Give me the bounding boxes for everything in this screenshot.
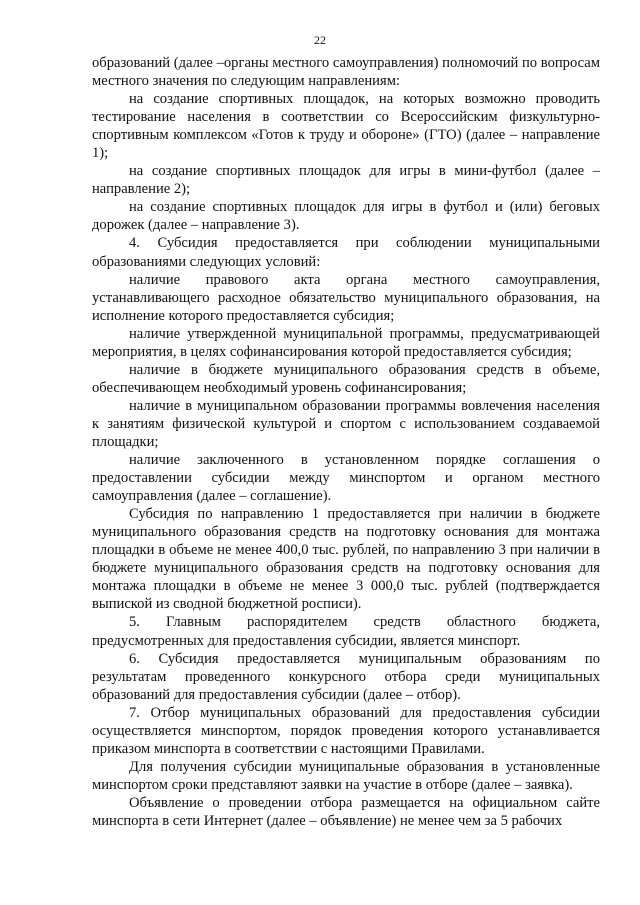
paragraph-condition-budget: наличие в бюджете муниципального образования средств в объеме, обеспечивающем необходимый уровень софинансирования; [92, 361, 600, 396]
paragraph-clause-5: 5. Главным распорядителем средств областного бюджета, предусмотренных для предоставления субсидии, является минспорт. [92, 614, 600, 649]
paragraph-clause-7: 7. Отбор муниципальных образований для предоставления субсидии осуществляется минспортом, порядок проведения которого устанавливается приказом минспорта в соответствии с настоящими Правилами. [92, 704, 600, 757]
paragraph-direction-2: на создание спортивных площадок для игры в мини-футбол (далее – направление 2); [92, 163, 600, 198]
paragraph-applications: Для получения субсидии муниципальные образования в установленные минспортом сроки представляют заявки на участие в отборе (далее – заявка). [92, 758, 600, 793]
paragraph-direction-1: на создание спортивных площадок, на которых возможно проводить тестирование населения в соответствии со Всероссийским физкультурно-спортивным комплексом «Готов к труду и обороне» (ГТО) (далее – направление 1); [92, 91, 600, 162]
paragraph-direction-3: на создание спортивных площадок для игры в футбол и (или) беговых дорожек (далее – направление 3). [92, 199, 600, 234]
paragraph-clause-4: 4. Субсидия предоставляется при соблюдении муниципальными образованиями следующих условий: [92, 235, 600, 270]
paragraph-condition-agreement: наличие заключенного в установленном порядке соглашения о предоставлении субсидии между минспортом и органом местного самоуправления (далее – соглашение). [92, 452, 600, 505]
paragraph-condition-involvement: наличие в муниципальном образовании программы вовлечения населения к занятиям физической культурой и спортом с использованием создаваемой площадки; [92, 397, 600, 450]
page-number: 22 [314, 33, 326, 47]
paragraph-clause-6: 6. Субсидия предоставляется муниципальным образованиям по результатам проведенного конкурсного отбора среди муниципальных образований для предоставления субсидии (далее – отбор). [92, 650, 600, 703]
paragraph-subsidy-funding: Субсидия по направлению 1 предоставляется при наличии в бюджете муниципального образования средств на подготовку основания для монтажа площадки в объеме не менее 400,0 тыс. рублей, по направлению 3 при наличии в бюджете муниципального образования средств на подготовку основания для монтажа площадки в объеме не менее 3 000,0 тыс. рублей (подтверждается выпиской из сводной бюджетной росписи). [92, 506, 600, 613]
paragraph-continuation: образований (далее –органы местного самоуправления) полномочий по вопросам местного значения по следующим направлениям: [92, 55, 600, 90]
document-body [92, 54, 600, 830]
paragraph-condition-program: наличие утвержденной муниципальной программы, предусматривающей мероприятия, в целях софинансирования которой предоставляется субсидия; [92, 325, 600, 360]
paragraph-condition-legal-act: наличие правового акта органа местного самоуправления, устанавливающего расходное обязательство муниципального образования, на исполнение которого предоставляется субсидия; [92, 271, 600, 324]
paragraph-announcement: Объявление о проведении отбора размещается на официальном сайте минспорта в сети Интернет (далее – объявление) не менее чем за 5 рабочих [92, 794, 600, 829]
